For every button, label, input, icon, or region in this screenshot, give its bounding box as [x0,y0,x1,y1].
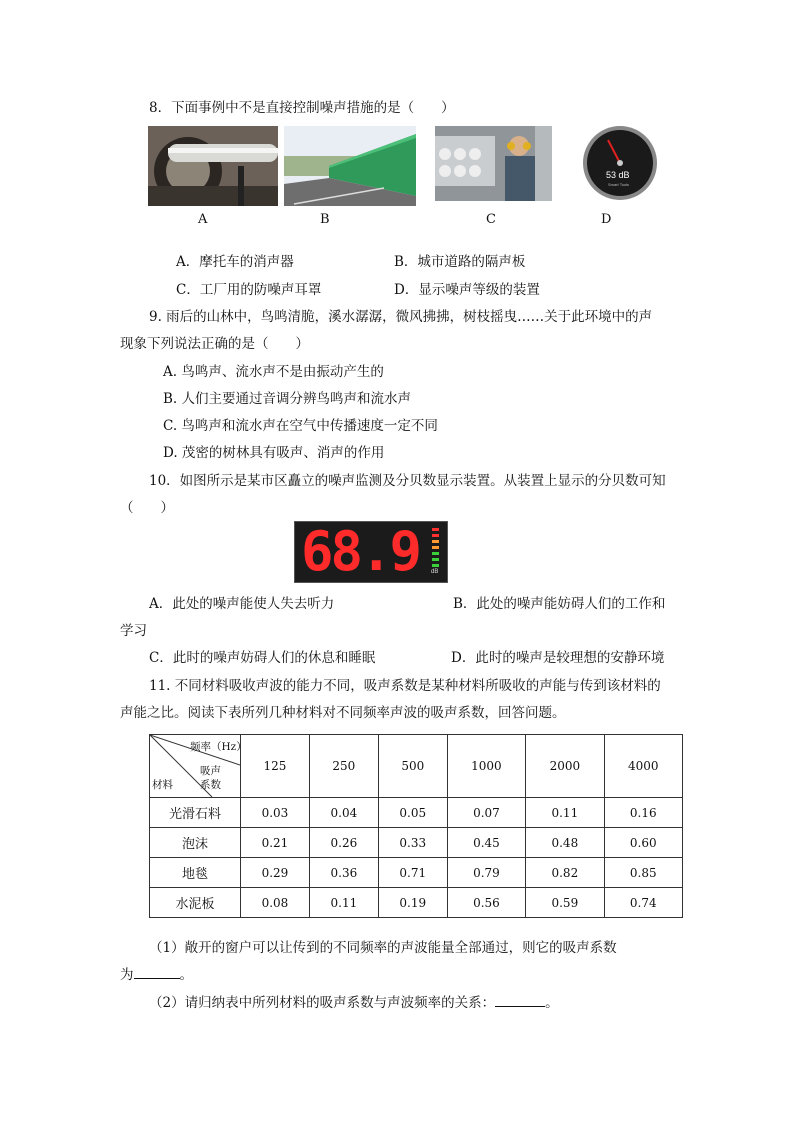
q11-sub2 [149,991,559,1011]
table-row [150,798,683,828]
table-row [150,828,683,858]
answer-blank-1[interactable] [134,966,180,979]
decibel-gauge-image [578,124,662,202]
value-cell: 0.59 [526,888,604,918]
header-coef-2: 系数 [200,779,221,791]
value-cell: 0.82 [526,858,604,888]
q11-sub1-line1: （1）敞开的窗户可以让传到的不同频率的声波能量全部通过，则它的吸声系数 [149,940,617,956]
value-cell: 0.16 [604,798,682,828]
sub1-suffix: 。 [179,967,193,983]
material-cell: 泡沫 [150,828,241,858]
road-noise-barrier-image [284,126,416,206]
value-cell: 0.05 [378,798,447,828]
gauge-brand: Smart Tools [608,182,630,187]
material-cell: 地毯 [150,858,241,888]
q9-stem-line2: 现象下列说法正确的是（ ） [120,336,309,352]
freq-header-cell: 4000 [604,735,682,798]
level-bar-icon [431,528,441,568]
value-cell: 0.03 [241,798,310,828]
q8-option-c: C．工厂用的防噪声耳罩 [176,282,322,298]
q9-option-a: A. 鸟鸣声、流水声不是由振动产生的 [163,364,384,380]
sub2-prefix: （2）请归纳表中所列材料的吸声系数与声波频率的关系： [149,995,496,1011]
value-cell: 0.11 [526,798,604,828]
q9-option-b: B. 人们主要通过音调分辨鸟鸣声和流水声 [163,391,412,407]
q8-stem: 8．下面事例中不是直接控制噪声措施的是（ ） [149,100,455,116]
q10-option-b-line1: B．此处的噪声能妨碍人们的工作和 [453,596,666,612]
value-cell: 0.74 [604,888,682,918]
q10-option-c: C．此时的噪声妨碍人们的休息和睡眠 [149,650,376,666]
value-cell: 0.56 [447,888,525,918]
material-cell: 水泥板 [150,888,241,918]
noise-monitor-display [294,521,448,583]
q10-stem-line1: 10．如图所示是某市区矗立的噪声监测及分贝数显示装置。从装置上显示的分贝数可知 [149,473,666,489]
value-cell: 0.19 [378,888,447,918]
gauge-value: 53 dB [606,170,630,180]
freq-header-cell: 125 [241,735,310,798]
header-frequency: 频率（Hz） [190,741,247,753]
material-cell: 光滑石料 [150,798,241,828]
value-cell: 0.45 [447,828,525,858]
table-row [150,888,683,918]
value-cell: 0.85 [604,858,682,888]
header-material: 材料 [152,779,173,791]
q11-stem-line1: 11. 不同材料吸收声波的能力不同，吸声系数是某种材料所吸收的声能与传到该材料的 [149,678,661,694]
q9-option-c: C. 鸟鸣声和流水声在空气中传播速度一定不同 [163,418,438,434]
value-cell: 0.11 [309,888,378,918]
absorption-table [149,734,683,918]
q10-option-d: D．此时的噪声是较理想的安静环境 [451,650,665,666]
table-header-row [150,735,683,798]
value-cell: 0.36 [309,858,378,888]
display-value: 68.9 [301,521,420,583]
sub1-prefix: 为 [120,967,134,983]
image-label-a: A [198,212,208,227]
q11-sub1-line2 [120,963,193,983]
q11-stem-line2: 声能之比。阅读下表所列几种材料对不同频率声波的吸声系数，回答问题。 [120,705,566,721]
value-cell: 0.08 [241,888,310,918]
q8-option-d: D．显示噪声等级的装置 [394,282,540,298]
value-cell: 0.07 [447,798,525,828]
image-label-d: D [601,212,612,227]
q10-option-a: A．此处的噪声能使人失去听力 [149,596,335,612]
value-cell: 0.48 [526,828,604,858]
display-unit: dB [431,569,439,575]
value-cell: 0.33 [378,828,447,858]
q9-stem-line1: 9. 雨后的山林中，鸟鸣清脆，溪水潺潺，微风拂拂，树枝摇曳……关于此环境中的声 [149,309,653,325]
answer-blank-2[interactable] [495,994,545,1007]
q8-option-b: B．城市道路的隔声板 [394,254,526,270]
freq-header-cell: 1000 [447,735,525,798]
freq-header-cell: 500 [378,735,447,798]
header-coef-1: 吸声 [200,765,221,777]
q8-option-a: A．摩托车的消声器 [176,254,294,270]
value-cell: 0.71 [378,858,447,888]
image-label-c: C [486,212,496,227]
freq-header-cell: 250 [309,735,378,798]
freq-header-cell: 2000 [526,735,604,798]
sub2-suffix: 。 [545,995,559,1011]
value-cell: 0.60 [604,828,682,858]
image-label-b: B [320,212,330,227]
q10-stem-line2: （ ） [120,500,174,516]
factory-earmuffs-image [435,126,552,201]
value-cell: 0.79 [447,858,525,888]
q9-option-d: D. 茂密的树林具有吸声、消声的作用 [163,445,385,461]
motorcycle-muffler-image [148,126,278,206]
value-cell: 0.26 [309,828,378,858]
q10-option-b-line2: 学习 [120,623,147,639]
value-cell: 0.29 [241,858,310,888]
value-cell: 0.04 [309,798,378,828]
value-cell: 0.21 [241,828,310,858]
table-diagonal-header [150,735,247,798]
table-row [150,858,683,888]
